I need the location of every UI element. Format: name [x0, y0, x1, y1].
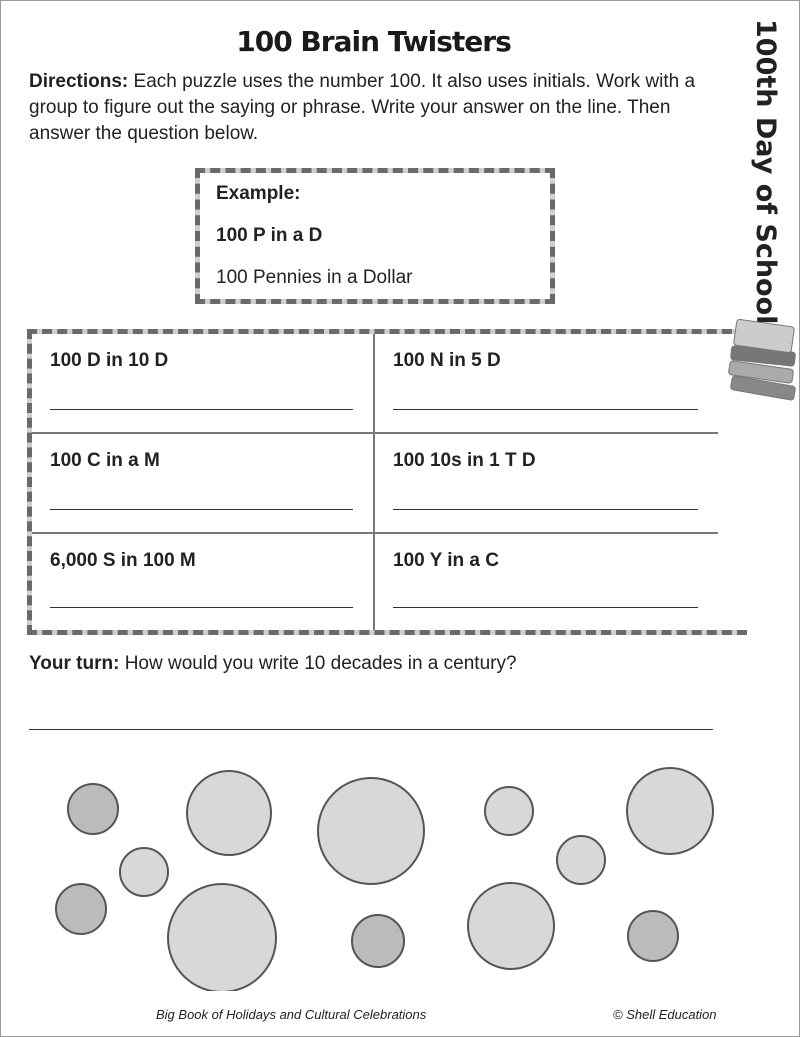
- penny-icon: [56, 884, 106, 934]
- puzzle-cell: [375, 334, 718, 434]
- nickel-icon: [468, 883, 554, 969]
- answer-line[interactable]: [50, 509, 353, 510]
- dime-icon: [120, 848, 168, 896]
- quarter-icon: [318, 778, 424, 884]
- example-puzzle: 100 P in a D: [216, 225, 323, 246]
- puzzle-cell: [32, 534, 375, 630]
- puzzle-cell: [375, 434, 718, 534]
- puzzle-cell: [32, 434, 375, 534]
- directions-label: Directions:: [29, 71, 129, 92]
- answer-line[interactable]: [50, 607, 353, 608]
- puzzle-text: 6,000 S in 100 M: [50, 550, 196, 571]
- puzzle-text: 100 10s in 1 T D: [393, 450, 536, 471]
- answer-line[interactable]: [393, 409, 698, 410]
- dime-icon: [557, 836, 605, 884]
- footer-book-title: Big Book of Holidays and Cultural Celebrations: [156, 1007, 427, 1022]
- penny-icon: [628, 911, 678, 961]
- directions-text: Each puzzle uses the number 100. It also uses initials. Work with a group to figure out the saying or phrase. Write your answer on the line. Then answer the question below.: [29, 71, 696, 144]
- directions: [29, 69, 719, 147]
- penny-icon: [352, 915, 404, 967]
- example-answer: 100 Pennies in a Dollar: [216, 267, 413, 288]
- nickel-icon: [627, 768, 713, 854]
- your-turn: [29, 653, 517, 675]
- puzzle-cell: [375, 534, 718, 630]
- answer-line[interactable]: [393, 607, 698, 608]
- penny-icon: [68, 784, 118, 834]
- your-turn-question: How would you write 10 decades in a century?: [119, 653, 517, 674]
- puzzle-text: 100 Y in a C: [393, 550, 499, 571]
- puzzle-grid: [27, 329, 747, 635]
- books-icon: [719, 319, 800, 409]
- puzzle-text: 100 C in a M: [50, 450, 160, 471]
- dime-icon: [485, 787, 533, 835]
- nickel-icon: [187, 771, 271, 855]
- page-title: 100 Brain Twisters: [236, 25, 511, 58]
- your-turn-answer-line[interactable]: [29, 729, 713, 730]
- your-turn-label: Your turn:: [29, 653, 120, 674]
- puzzle-text: 100 D in 10 D: [50, 350, 169, 371]
- footer-copyright: © Shell Education: [613, 1007, 717, 1022]
- puzzle-text: 100 N in 5 D: [393, 350, 501, 371]
- answer-line[interactable]: [50, 409, 353, 410]
- puzzle-cell: [32, 334, 375, 434]
- example-box: [195, 168, 555, 304]
- answer-line[interactable]: [393, 509, 698, 510]
- quarter-icon: [168, 884, 276, 991]
- side-banner: 100th Day of School: [750, 19, 781, 325]
- coins-illustration: [1, 761, 741, 991]
- example-label: Example:: [216, 183, 301, 204]
